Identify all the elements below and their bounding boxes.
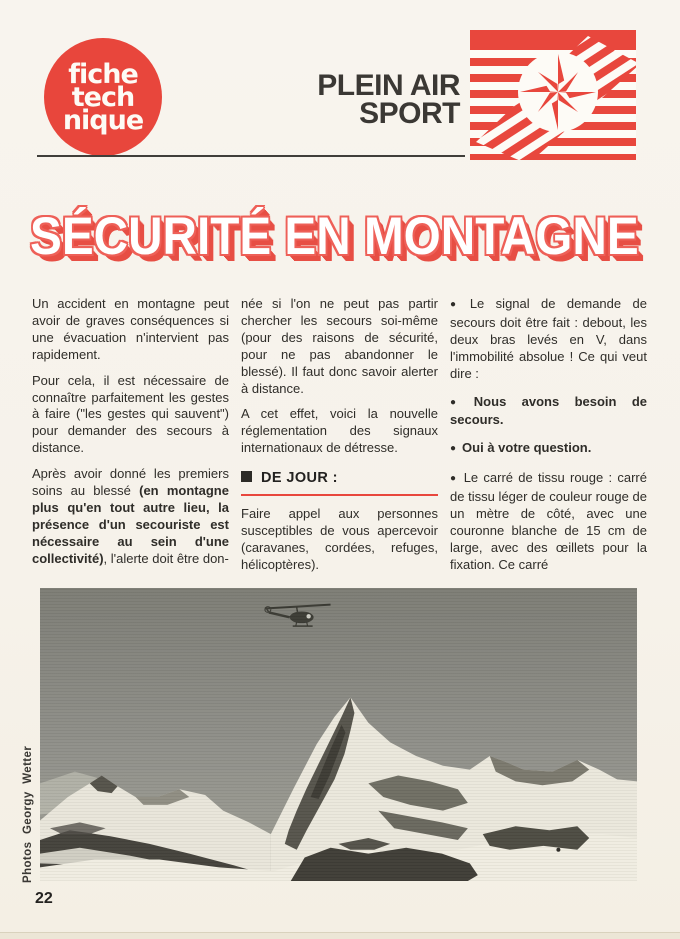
badge-line-2: tech xyxy=(71,81,135,113)
magazine-title xyxy=(317,69,460,130)
flag-compass-logo-icon xyxy=(470,30,636,160)
bullet-icon: ● xyxy=(450,396,468,408)
photo-credit: Photos Georgy Wetter xyxy=(22,745,34,883)
square-bullet-icon xyxy=(241,471,252,482)
mountain-photo xyxy=(40,588,637,881)
article-headline: SÉCURITÉ EN MONTAGNE xyxy=(30,207,639,266)
article-column-1 xyxy=(32,296,229,585)
paragraph: A cet effet, voici la nouvelle réglementation des signaux internationaux de détresse. xyxy=(241,406,438,456)
header-rule xyxy=(37,155,465,157)
page-bottom-edge xyxy=(0,932,680,939)
paragraph: Faire appel aux personnes susceptibles de vous apercevoir (caravanes, cordées, refuges, hélicoptères). xyxy=(241,506,438,572)
article-column-3 xyxy=(450,296,647,585)
fiche-technique-badge xyxy=(44,38,162,156)
bullet-paragraph: ● Nous avons besoin de secours. xyxy=(450,393,647,428)
bullet-icon: ● xyxy=(450,443,457,455)
bullet-icon: ● xyxy=(450,299,464,310)
article-column-2 xyxy=(241,296,438,585)
bullet-paragraph: ● Le carré de tissu rouge : carré de tissu léger de couleur rouge de un mètre de côté, avec une couronne blanche de 15 cm de large, avec des œillets pour la fixation. Ce carré xyxy=(450,470,647,572)
compass-rose-icon xyxy=(518,52,598,132)
section-heading xyxy=(241,470,438,496)
bullet-icon: ● xyxy=(450,473,458,485)
paragraph: Pour cela, il est nécessaire de connaître parfaitement les gestes à faire ("les gestes qui sauvent") pour demander des secours à distance. xyxy=(32,372,229,456)
magazine-title-line2: SPORT xyxy=(359,97,460,130)
magazine-title-line1: PLEIN AIR xyxy=(317,69,460,102)
bullet-paragraph: ● Le signal de demande de secours doit être fait : debout, les deux bras levés en V, dans l'immobilité absolue ! Ce qui veut dire : xyxy=(450,296,647,381)
bullet-paragraph: ● Oui à votre question. xyxy=(450,440,592,456)
badge-line-1: fiche xyxy=(68,58,138,90)
article-columns xyxy=(32,296,648,585)
page-number: 22 xyxy=(35,890,53,907)
mountain-photo-illustration xyxy=(40,588,637,881)
paragraph: née si l'on ne peut pas partir chercher les secours soi-même (pour des raisons de sécurité, pour ne pas abandonner le blessé). Il faut donc savoir alerter à distance. xyxy=(241,296,438,396)
section-heading-label: DE JOUR : xyxy=(261,470,338,487)
paragraph: Après avoir donné les premiers soins au blessé (en montagne plus qu'en tout autre lieu, la présence d'un secouriste est nécessaire au sein d'une collectivité), l'alerte doit être don- xyxy=(32,466,229,566)
badge-line-3: nique xyxy=(62,104,144,136)
paragraph: Un accident en montagne peut avoir de graves conséquences si une évacuation n'intervient pas rapidement. xyxy=(32,296,229,362)
